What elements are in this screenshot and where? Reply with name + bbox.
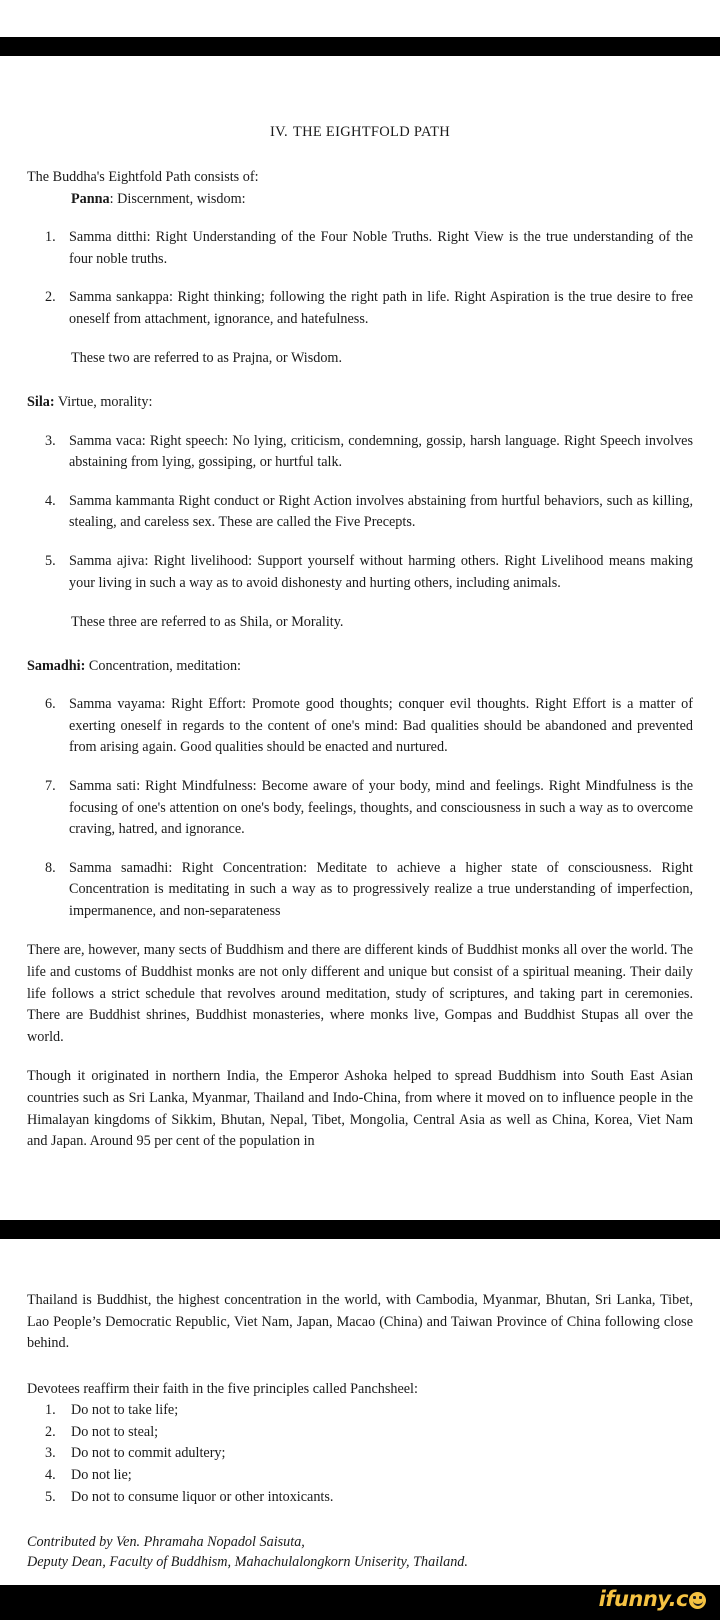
list-item-text: Samma sankappa: Right thinking; following the right path in life. Right Aspiration is the true desire to free oneself from attachment, ignorance, and hatefulness. xyxy=(69,289,693,327)
list-item xyxy=(27,551,693,594)
list-item-number: 7. xyxy=(45,777,56,794)
list-item xyxy=(27,227,693,270)
watermark-text: ifunny.c xyxy=(598,1587,688,1611)
credit-line-affiliation: Deputy Dean, Faculty of Buddhism, Mahachulalongkorn Uniserity, Thailand. xyxy=(27,1554,468,1571)
list-item-number: 3. xyxy=(45,432,56,449)
list-item xyxy=(27,1443,693,1465)
panchsheel-intro: Devotees reaffirm their faith in the five principles called Panchsheel: xyxy=(27,1380,418,1397)
list-item-number: 2. xyxy=(45,289,56,306)
paragraph-spread: Though it originated in northern India, the Emperor Ashoka helped to spread Buddhism into South East Asian countries such as Sri Lanka, Myanmar, Thailand and Indo-China, from where it moved on to influence people in the Himalayan kingdoms of Sikkim, Bhutan, Nepal, Tibet, Mongolia, Central Asia as well as China, Korea, Viet Nam and Japan. Around 95 per cent of the population in xyxy=(27,1068,693,1150)
list-item-number: 6. xyxy=(45,696,56,713)
sila-label: Sila: xyxy=(27,394,55,411)
list-item-number: 4. xyxy=(45,492,56,509)
title-text: THE EIGHTFOLD PATH xyxy=(292,124,451,140)
intro-line: The Buddha's Eightfold Path consists of: xyxy=(27,169,259,185)
list-item-text: Do not to commit adultery; xyxy=(71,1445,226,1462)
sila-heading xyxy=(27,392,693,414)
panna-heading xyxy=(71,189,693,211)
eightfold-list-panna xyxy=(27,227,693,330)
title-numeral: IV. xyxy=(269,124,288,140)
samadhi-rest: Concentration, meditation: xyxy=(85,657,241,674)
middle-black-bar xyxy=(0,1220,720,1239)
samadhi-label: Samadhi: xyxy=(27,657,86,674)
list-item-text: Do not to consume liquor or other intoxicants. xyxy=(71,1488,334,1505)
list-item-text: Samma ajiva: Right livelihood: Support yourself without harming others. Right Livelihood means making your living in such a way as to avoid dishonesty and hurting others, including animals. xyxy=(69,552,693,591)
list-item xyxy=(27,287,693,330)
page-section-two xyxy=(0,1239,720,1585)
list-item-number: 5. xyxy=(45,1488,56,1505)
list-item xyxy=(27,431,693,474)
list-item-text: Do not lie; xyxy=(71,1467,132,1484)
list-item xyxy=(27,1487,693,1509)
list-item-number: 4. xyxy=(45,1467,56,1484)
panna-label: Panna xyxy=(71,190,110,207)
page-section-one xyxy=(0,56,720,1220)
credit-line-author: Contributed by Ven. Phramaha Nopadol Saisuta, xyxy=(27,1534,305,1551)
list-item xyxy=(27,1400,693,1422)
list-item xyxy=(27,776,693,841)
list-item-number: 3. xyxy=(45,1445,56,1462)
paragraph-sects: There are, however, many sects of Buddhism and there are different kinds of Buddhist monks all over the world. The life and customs of Buddhist monks are not only different and unique but consist of a spiritual meaning. Their daily life follows a strict schedule that revolves around meditation, study of scriptures, and taking part in ceremonies. There are Buddhist shrines, Buddhist monasteries, where monks live, Gompas and Buddhist Stupas all over the world. xyxy=(27,942,693,1045)
list-item xyxy=(27,858,693,923)
panchsheel-list xyxy=(27,1400,693,1508)
list-item-text: Samma kammanta Right conduct or Right Action involves abstaining from hurtful behaviors, such as killing, stealing, and careless sex. These are called the Five Precepts. xyxy=(69,492,693,531)
contribution-credit xyxy=(27,1532,693,1572)
list-item xyxy=(27,1422,693,1444)
list-item-text: Samma sati: Right Mindfulness: Become aware of your body, mind and feelings. Right Mindfulness is the focusing of one's attention on one's body, feelings, thoughts, and consciousness in such a way as to overcome craving, hatred, and ignorance. xyxy=(69,777,693,838)
ifunny-watermark xyxy=(599,1589,706,1610)
list-item-text: Samma samadhi: Right Concentration: Meditate to achieve a higher state of consciousness. Right Concentration is meditating in such a way as to progressively realize a true understanding of imperfection, impermanence, and non-separateness xyxy=(69,859,693,919)
list-item-number: 2. xyxy=(45,1423,56,1440)
list-item-text: Samma vaca: Right speech: No lying, criticism, condemning, gossip, harsh language. Right Speech involves abstaining from lying, gossiping, or hurtful talk. xyxy=(69,432,693,471)
sila-rest: Virtue, morality: xyxy=(54,394,153,411)
prajna-note: These two are referred to as Prajna, or Wisdom. xyxy=(71,350,342,367)
samadhi-heading xyxy=(27,656,693,678)
eightfold-list-samadhi xyxy=(27,694,693,922)
list-item-number: 8. xyxy=(45,859,56,876)
panna-rest: : Discernment, wisdom: xyxy=(109,190,246,207)
list-item-number: 1. xyxy=(45,229,56,246)
paragraph-thailand: Thailand is Buddhist, the highest concentration in the world, with Cambodia, Myanmar, Bhutan, Sri Lanka, Tibet, Lao People’s Democratic Republic, Viet Nam, Japan, Macao (China) and Taiwan Province of China following close behind. xyxy=(27,1292,693,1352)
list-item-text: Samma vayama: Right Effort: Promote good thoughts; conquer evil thoughts. Right Effort is a matter of exerting oneself in regards to the content of one's mind: Bad qualities should be abandoned and prevented from arising again. Good qualities should be enacted and nurtured. xyxy=(69,696,693,756)
top-black-bar xyxy=(0,37,720,56)
eightfold-list-sila xyxy=(27,431,693,594)
list-item-number: 5. xyxy=(45,552,56,569)
page-title xyxy=(27,124,693,141)
list-item-number: 1. xyxy=(45,1402,56,1419)
list-item-text: Do not to steal; xyxy=(71,1423,159,1440)
list-item xyxy=(27,694,693,759)
list-item-text: Do not to take life; xyxy=(71,1402,179,1419)
list-item-text: Samma ditthi: Right Understanding of the Four Noble Truths. Right View is the true understanding of the four noble truths. xyxy=(69,229,693,267)
list-item xyxy=(27,1465,693,1487)
smiley-face-icon xyxy=(689,1592,706,1609)
shila-note: These three are referred to as Shila, or Morality. xyxy=(71,614,344,631)
intro-block xyxy=(27,167,693,210)
list-item xyxy=(27,491,693,534)
